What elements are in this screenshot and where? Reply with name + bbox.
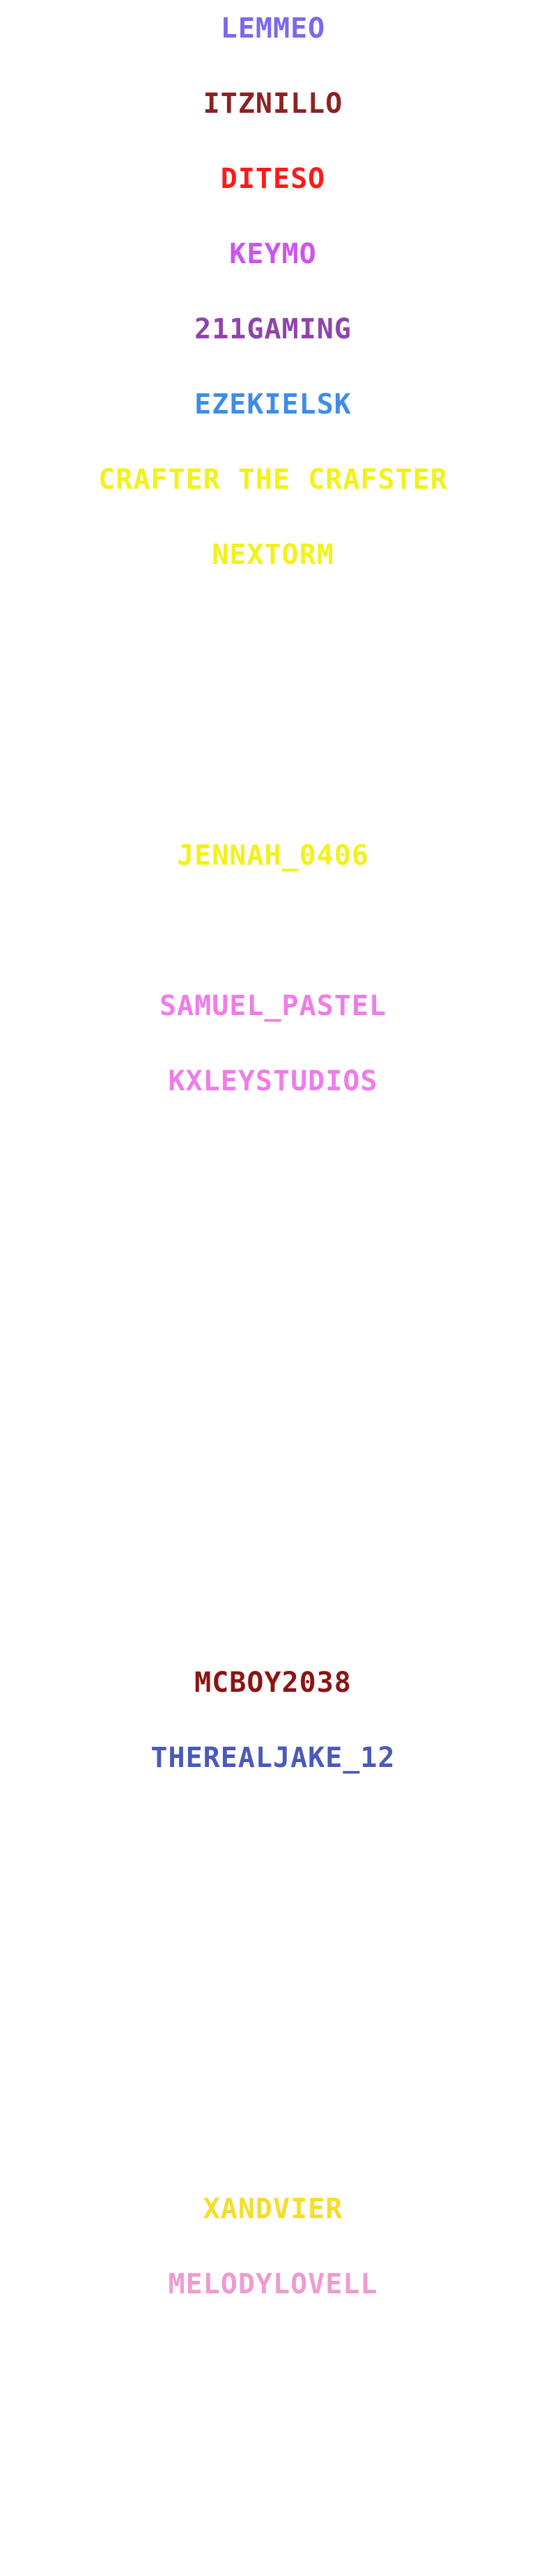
credit-name-211gaming: 211GAMING — [194, 313, 352, 345]
credit-name-therealjake-12: THEREALJAKE_12 — [150, 1742, 396, 1774]
credit-name-lemmeo: LEMMEO — [220, 13, 326, 45]
credit-name-xandvier: XANDVIER — [203, 2193, 343, 2225]
credit-name-samuel-pastel: SAMUEL_PASTEL — [159, 990, 387, 1022]
credit-name-diteso: DITESO — [220, 163, 326, 195]
credit-name-jennah-0406: JENNAH_0406 — [177, 840, 369, 872]
credit-name-nextorm: NEXTORM — [212, 539, 334, 571]
credit-name-keymo: KEYMO — [229, 238, 317, 270]
credit-name-melodylovell: MELODYLOVELL — [168, 2268, 378, 2300]
credit-name-kxleystudios: KXLEYSTUDIOS — [168, 1065, 378, 1097]
credit-name-ezekielsk: EZEKIELSK — [194, 388, 352, 421]
credit-name-itznillo: ITZNILLO — [203, 88, 343, 120]
credit-name-crafter-the-crafster: CRAFTER THE CRAFSTER — [98, 464, 448, 496]
credit-name-mcboy2038: MCBOY2038 — [194, 1667, 352, 1699]
